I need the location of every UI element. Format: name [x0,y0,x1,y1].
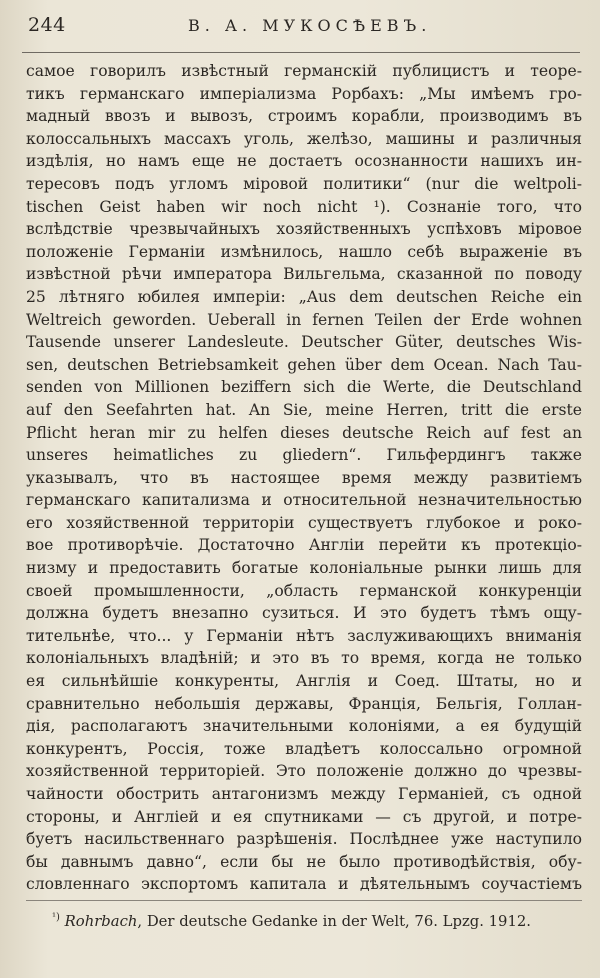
text-line: колоссальныхъ массахъ уголь, желѣзо, машины и различныя [26,129,582,148]
text-line: вслѣдствіе чрезвычайныхъ хозяйственныхъ успѣховъ міровое [26,220,582,239]
page-header [28,14,572,42]
text-line: Tausende unserer Landesleute. Deutscher Güter, deutsches Wis- [26,333,582,352]
text-line: издѣлія, но намъ еще не достаетъ осознанности нашихъ ин- [26,152,582,171]
text-line: чайности обострить антагонизмъ между Германіей, съ одной [26,785,582,803]
text-line: хозяйственной территоріей. Это положеніе должно до чрезвы- [26,762,582,781]
text-line: ея сильнѣйшіе конкуренты, Англія и Соед. Штаты, но и [26,672,582,691]
footnote-text: , Der deutsche Gedanke in der Welt, 76. Lpzg. 1912. [137,912,531,930]
text-line: бы давнымъ давно“, если бы не было противодѣйствія, обу- [26,852,582,871]
footnote-rule [26,900,582,901]
footnote [52,912,582,930]
text-line: 25 лѣтняго юбилея имперіи: „Aus dem deutschen Reiche ein [26,287,582,306]
text-line: мадный ввозъ и вывозъ, строимъ корабли, производимъ въ [26,107,582,126]
text-line: дія, располагаютъ значительными колоніями, а ея будущій [26,717,582,736]
text-line: тересовъ подъ угломъ міровой политики“ (nur die weltpoli- [26,174,582,193]
text-line: должна будетъ внезапно сузиться. И это будетъ тѣмъ ощу- [26,604,582,623]
text-line: словленнаго экспортомъ капитала и дѣятельнымъ соучастіемъ [26,875,582,894]
text-line: Weltreich geworden. Ueberall in fernen Teilen der Erde wohnen [26,310,582,329]
footnote-marker: ¹) [52,912,60,923]
text-line: буетъ насильственнаго разрѣшенія. Послѣднее уже наступило [26,830,582,849]
text-line: тикъ германскаго имперіализма Рорбахъ: „Мы имѣемъ гро- [26,84,582,103]
text-line: положеніе Германіи измѣнилось, нашло себѣ выраженіе въ [26,242,582,261]
text-line: извѣстной рѣчи императора Вильгельма, сказанной по поводу [26,265,582,284]
text-line: низму и предоставить богатые колоніальные рынки лишь для [26,559,582,578]
body-text [26,60,582,896]
text-line: сравнительно небольшія державы, Франція, Бельгія, Голлан- [26,694,582,713]
text-line: тительнѣе, что... у Германіи нѣтъ заслуживающихъ вниманія [26,626,582,645]
text-line: самое говорилъ извѣстный германскій публицистъ и теоре- [26,62,582,80]
page-number: 244 [28,14,66,36]
text-line: unseres heimatliches zu gliedern“. Гильфердингъ также [26,446,582,465]
header-rule [22,52,580,53]
text-line: senden von Millionen beziffern sich die Werte, die Deutschland [26,378,582,397]
text-line: своей промышленности, „область германской конкуренціи [26,581,582,600]
text-line: конкурентъ, Россія, тоже владѣетъ колоссально огромной [26,739,582,758]
text-line: колоніальныхъ владѣній; и это въ то время, когда не только [26,649,582,668]
text-line: указывалъ, что въ настоящее время между развитіемъ [26,468,582,487]
text-line: его хозяйственной территоріи существуетъ глубокое и роко- [26,513,582,532]
running-head: В. А. МУКОСѢЕВЪ. [188,16,432,35]
footnote-author: Rohrbach [64,912,138,930]
text-line: германскаго капитализма и относительной незначительностью [26,491,582,510]
text-line: sen, deutschen Betriebsamkeit gehen über dem Ocean. Nach Tau- [26,355,582,374]
text-line: Pflicht heran mir zu helfen dieses deutsche Reich auf fest an [26,423,582,442]
text-line: tischen Geist haben wir noch nicht ¹). Сознаніе того, что [26,197,582,216]
text-line: стороны, и Англіей и ея спутниками — съ другой, и потре- [26,807,582,826]
text-line: вое противорѣчіе. Достаточно Англіи перейти къ протекціо- [26,536,582,555]
text-line: auf den Seefahrten hat. An Sie, meine Herren, tritt die erste [26,400,582,419]
